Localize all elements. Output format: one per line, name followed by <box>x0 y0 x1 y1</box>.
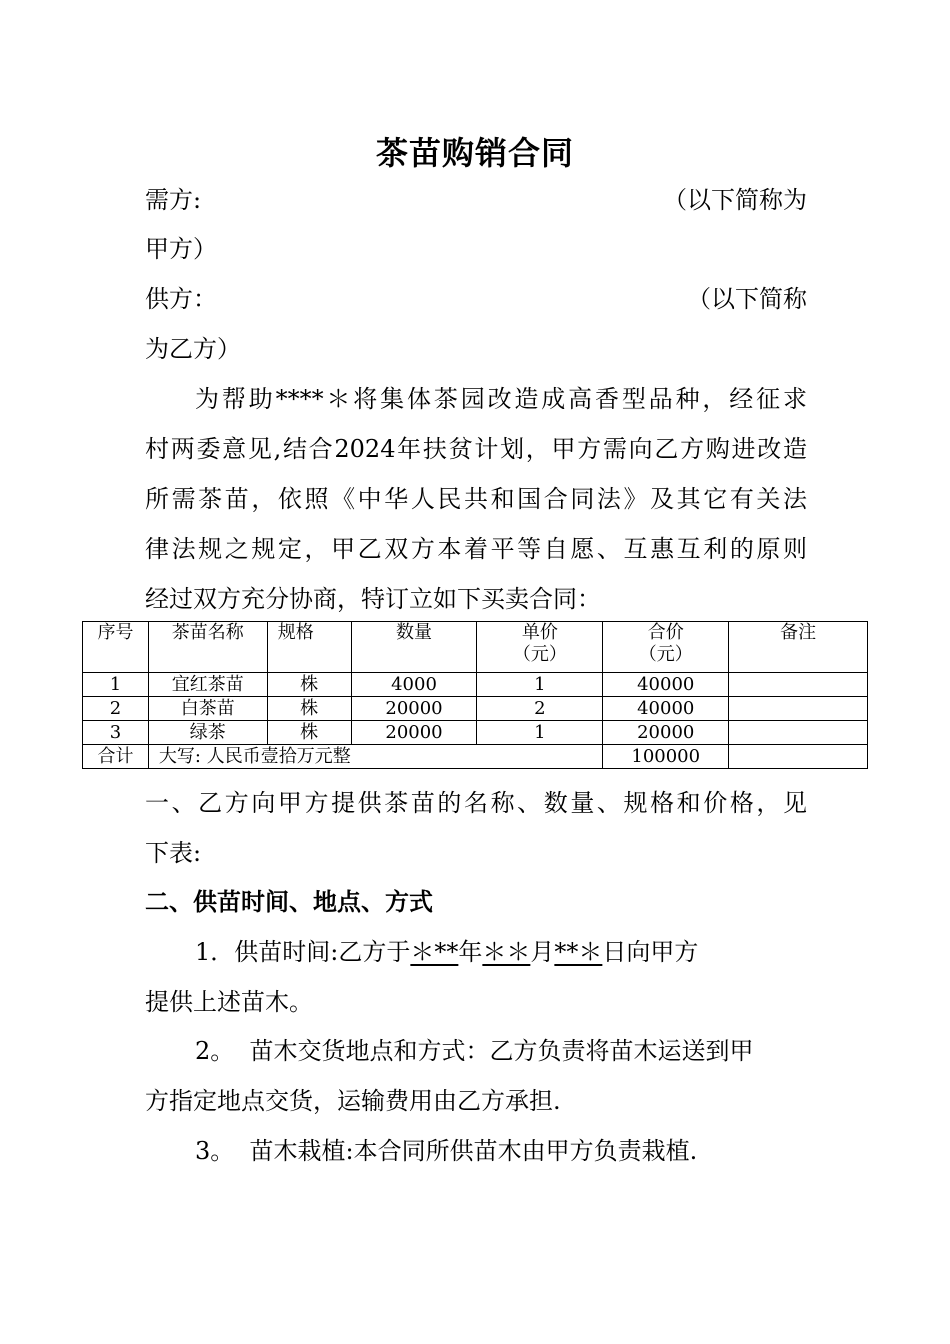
summary-total: 100000 <box>603 745 729 769</box>
summary-capital: 大写: 人民币壹拾万元整 <box>148 745 602 769</box>
section1-line: 下表: <box>145 839 202 867</box>
cell-qty: 20000 <box>351 721 477 745</box>
table-header-row <box>83 622 868 673</box>
section1-line: 一、乙方向甲方提供茶苗的名称、数量、规格和价格，见 <box>145 789 807 817</box>
cell-no: 1 <box>83 673 149 697</box>
section2-item1 <box>195 937 807 967</box>
table-row <box>83 697 868 721</box>
item1-day: **＊ <box>554 938 603 966</box>
section2-item1-cont: 提供上述苗木。 <box>145 988 313 1016</box>
intro-line: 律法规之规定，甲乙双方本着平等自愿、互惠互利的原则 <box>145 535 807 563</box>
cell-remark <box>729 673 868 697</box>
seller-note: （以下简称 <box>687 285 807 313</box>
table-row <box>83 673 868 697</box>
cell-spec: 株 <box>267 673 351 697</box>
seller-line <box>145 284 807 314</box>
header-unit-price <box>477 622 603 673</box>
header-total <box>603 622 729 673</box>
cell-name: 绿茶 <box>148 721 267 745</box>
cell-spec: 株 <box>267 697 351 721</box>
cell-total: 40000 <box>603 673 729 697</box>
header-spec: 规格 <box>267 622 351 673</box>
cell-name: 白茶苗 <box>148 697 267 721</box>
cell-no: 2 <box>83 697 149 721</box>
table-row <box>83 721 868 745</box>
document-title: 茶苗购销合同 <box>375 134 574 172</box>
buyer-note-cont: 甲方） <box>145 235 217 263</box>
seedling-table <box>82 621 868 769</box>
table-summary-row <box>83 745 868 769</box>
item1-month: ＊＊ <box>482 938 531 966</box>
cell-no: 3 <box>83 721 149 745</box>
cell-total: 40000 <box>603 697 729 721</box>
seller-note-cont: 为乙方） <box>145 335 241 363</box>
cell-total: 20000 <box>603 721 729 745</box>
summary-remark <box>729 745 868 769</box>
seller-label: 供方： <box>145 285 217 313</box>
section2-item2-cont: 方指定地点交货，运输费用由乙方承担. <box>145 1087 561 1115</box>
header-name: 茶苗名称 <box>148 622 267 673</box>
summary-label: 合计 <box>83 745 149 769</box>
cell-remark <box>729 721 868 745</box>
cell-remark <box>729 697 868 721</box>
buyer-label: 需方: <box>145 186 202 214</box>
header-remark: 备注 <box>729 622 868 673</box>
section2-item2: 2。 苗木交货地点和方式：乙方负责将苗木运送到甲 <box>195 1037 754 1065</box>
header-total-unit: （元） <box>638 644 693 665</box>
cell-qty: 4000 <box>351 673 477 697</box>
buyer-note: （以下简称为 <box>663 186 807 214</box>
intro-line: 所需茶苗，依照《中华人民共和国合同法》及其它有关法 <box>145 485 807 513</box>
header-unit-price-label: 单价 <box>521 622 558 643</box>
intro-line: 村两委意见,结合2024年扶贫计划，甲方需向乙方购进改造 <box>145 435 807 463</box>
cell-spec: 株 <box>267 721 351 745</box>
header-qty: 数量 <box>351 622 477 673</box>
cell-name: 宜红茶苗 <box>148 673 267 697</box>
cell-qty: 20000 <box>351 697 477 721</box>
cell-price: 2 <box>477 697 603 721</box>
item1-year-label: 年 <box>458 938 483 966</box>
item1-month-label: 月 <box>530 938 555 966</box>
item1-suffix: 日向甲方 <box>602 938 699 966</box>
header-unit-price-unit: （元） <box>512 644 567 665</box>
cell-price: 1 <box>477 721 603 745</box>
intro-line: 为帮助****＊将集体茶园改造成高香型品种，经征求 <box>195 385 807 413</box>
header-total-label: 合价 <box>647 622 684 643</box>
header-no: 序号 <box>83 622 149 673</box>
cell-price: 1 <box>477 673 603 697</box>
section2-heading: 二、供苗时间、地点、方式 <box>145 888 433 916</box>
item1-year: ＊** <box>410 938 459 966</box>
section2-item3: 3。 苗木栽植:本合同所供苗木由甲方负责栽植. <box>195 1137 698 1165</box>
buyer-line <box>145 185 807 215</box>
intro-line: 经过双方充分协商，特订立如下买卖合同： <box>145 585 601 613</box>
item1-prefix: 1．供苗时间:乙方于 <box>195 938 411 966</box>
